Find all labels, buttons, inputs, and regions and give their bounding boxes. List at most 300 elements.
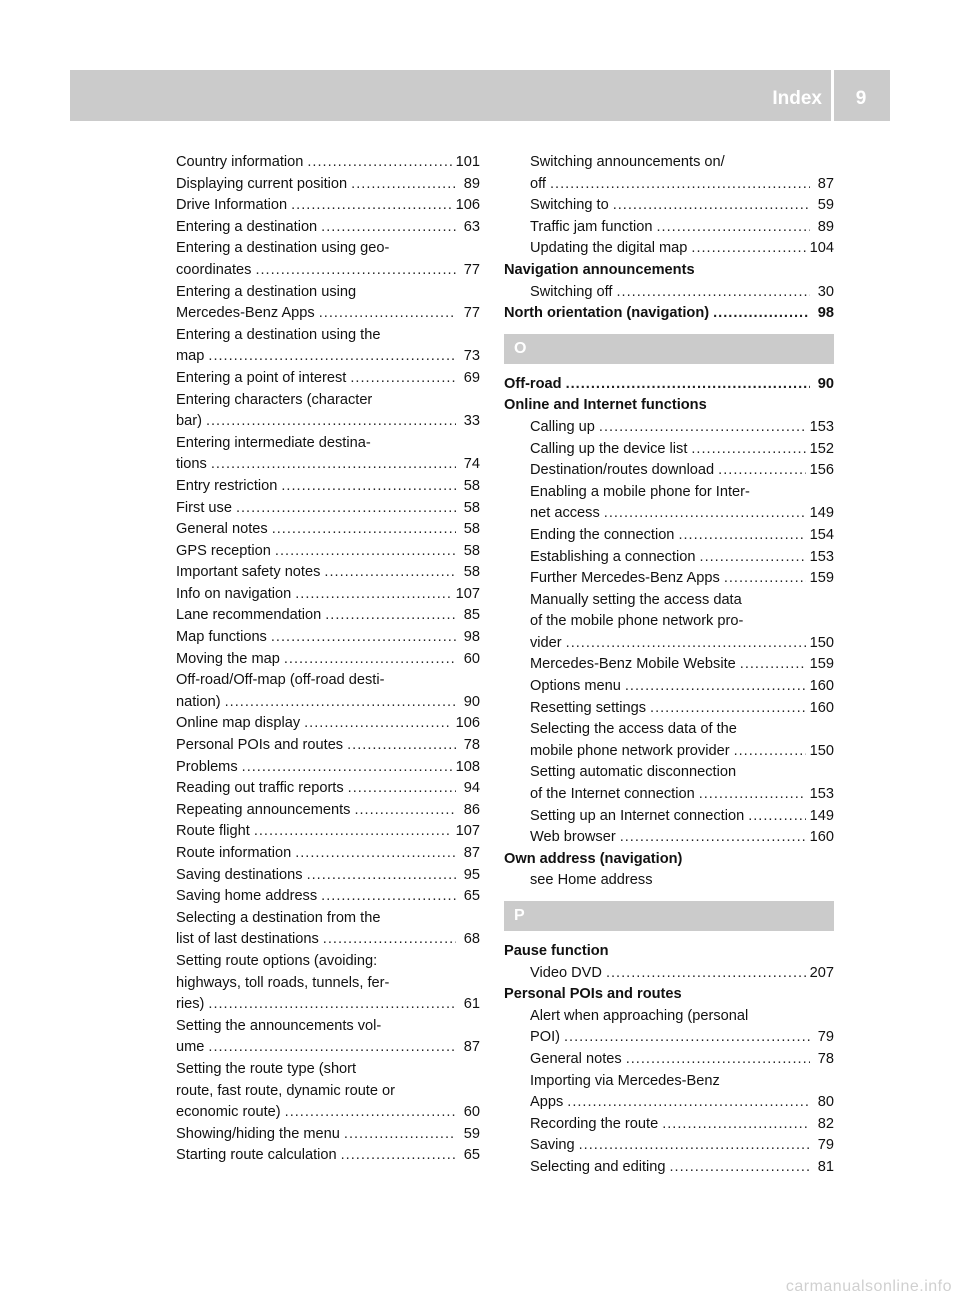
index-entry — [176, 584, 480, 606]
entry-text: Switching to — [530, 197, 609, 214]
dot-leader — [606, 963, 806, 985]
entry-text: Importing via Mercedes-Benz — [530, 1072, 720, 1089]
entry-text: Setting the announcements vol- — [176, 1017, 382, 1034]
entry-text: vider — [530, 634, 562, 651]
index-entry — [176, 498, 480, 520]
index-entry — [176, 670, 480, 692]
index-entry — [504, 784, 834, 806]
index-entry — [176, 433, 480, 455]
index-entry — [504, 1006, 834, 1028]
entry-page-number[interactable]: 98 — [463, 629, 480, 646]
entry-text: Entering a destination — [176, 218, 318, 235]
index-entry — [176, 541, 480, 563]
entry-page-number[interactable]: 69 — [463, 369, 480, 386]
entry-text: Off-road — [504, 375, 562, 392]
entry-text: Further Mercedes-Benz Apps — [530, 570, 720, 587]
index-entry — [504, 870, 834, 892]
entry-text: Video DVD — [530, 964, 602, 981]
index-entry — [176, 951, 480, 973]
index-entry — [504, 174, 834, 196]
entry-text: Reading out traffic reports — [176, 780, 344, 797]
index-entry — [176, 994, 480, 1016]
entry-text: Problems — [176, 758, 238, 775]
index-entry — [176, 1102, 480, 1124]
dot-leader — [211, 454, 456, 476]
entry-text: POI) — [530, 1029, 560, 1046]
index-column-left — [176, 152, 480, 1167]
index-entry — [504, 460, 834, 482]
index-entry — [504, 260, 834, 282]
index-entry — [176, 1124, 480, 1146]
dot-leader — [321, 886, 456, 908]
entry-text: GPS reception — [176, 542, 271, 559]
entry-page-number[interactable]: 77 — [463, 261, 480, 278]
dot-leader — [347, 735, 456, 757]
entry-text: of the Internet connection — [530, 786, 695, 803]
entry-page-number[interactable]: 80 — [817, 1094, 834, 1111]
entry-page-number[interactable]: 106 — [455, 197, 480, 214]
index-entry — [504, 152, 834, 174]
index-entry — [176, 411, 480, 433]
entry-page-number[interactable]: 98 — [817, 305, 834, 322]
entry-page-number[interactable]: 95 — [463, 866, 480, 883]
dot-leader — [579, 1135, 810, 1157]
index-entry — [176, 929, 480, 951]
entry-page-number[interactable]: 94 — [463, 780, 480, 797]
entry-text: Info on navigation — [176, 585, 292, 602]
entry-text: Navigation announcements — [504, 261, 695, 278]
index-entry — [504, 195, 834, 217]
dot-leader — [613, 195, 810, 217]
entry-page-number[interactable]: 79 — [817, 1029, 834, 1046]
entry-text: Drive Information — [176, 197, 288, 214]
entry-text: highways, toll roads, tunnels, fer- — [176, 974, 390, 991]
entry-text: Alert when approaching (personal — [530, 1007, 749, 1024]
dot-leader — [321, 217, 456, 239]
entry-text: Entering a point of interest — [176, 369, 347, 386]
dot-leader — [351, 174, 456, 196]
entry-page-number[interactable]: 65 — [463, 888, 480, 905]
dot-leader — [567, 1092, 810, 1114]
index-entry — [504, 633, 834, 655]
entry-page-number[interactable]: 108 — [455, 758, 480, 775]
entry-page-number[interactable]: 79 — [817, 1137, 834, 1154]
index-entry — [504, 827, 834, 849]
entry-text: General notes — [176, 521, 268, 538]
entry-text: Ending the connection — [530, 526, 675, 543]
entry-text: Enabling a mobile phone for Inter- — [530, 483, 750, 500]
entry-page-number[interactable]: 74 — [463, 456, 480, 473]
dot-leader — [678, 525, 805, 547]
entry-text: Entry restriction — [176, 477, 278, 494]
dot-leader — [325, 605, 456, 627]
index-entry — [504, 503, 834, 525]
dot-leader — [564, 1027, 810, 1049]
dot-leader — [626, 1049, 810, 1071]
entry-text: Entering a destination using — [176, 283, 357, 300]
entry-page-number[interactable]: 89 — [817, 218, 834, 235]
entry-text: Entering characters (character — [176, 391, 373, 408]
entry-text: Pause function — [504, 943, 609, 959]
entry-page-number[interactable]: 82 — [817, 1115, 834, 1132]
dot-leader — [208, 346, 456, 368]
entry-page-number[interactable]: 59 — [817, 197, 834, 214]
dot-leader — [206, 411, 456, 433]
dot-leader — [304, 713, 452, 735]
entry-text: Own address (navigation) — [504, 850, 683, 867]
dot-leader — [670, 1157, 811, 1179]
dot-leader — [272, 519, 456, 541]
dot-leader — [566, 374, 810, 396]
entry-text: Moving the map — [176, 650, 280, 667]
entry-page-number[interactable]: 78 — [817, 1050, 834, 1067]
entry-page-number[interactable]: 107 — [455, 823, 480, 840]
index-entry — [176, 649, 480, 671]
index-entry — [176, 346, 480, 368]
dot-leader — [748, 806, 805, 828]
entry-text: Personal POIs and routes — [504, 986, 682, 1003]
dot-leader — [319, 303, 456, 325]
entry-text: economic route) — [176, 1104, 281, 1121]
dot-leader — [734, 741, 806, 763]
entry-text: ume — [176, 1039, 205, 1056]
dot-leader — [341, 1145, 456, 1167]
entry-page-number[interactable]: 65 — [463, 1147, 480, 1164]
index-entry — [504, 282, 834, 304]
entry-page-number[interactable]: 68 — [463, 931, 480, 948]
index-entry — [504, 676, 834, 698]
entry-text: Online map display — [176, 715, 301, 732]
dot-leader — [255, 260, 456, 282]
dot-leader — [566, 633, 806, 655]
entry-text: Country information — [176, 154, 304, 170]
index-entry — [504, 1049, 834, 1071]
index-entry — [504, 806, 834, 828]
dot-leader — [625, 676, 806, 698]
dot-leader — [724, 568, 806, 590]
dot-leader — [307, 152, 451, 174]
index-entry — [176, 821, 480, 843]
dot-leader — [348, 778, 456, 800]
entry-page-number[interactable]: 160 — [809, 678, 834, 695]
dot-leader — [208, 994, 456, 1016]
index-entry — [176, 886, 480, 908]
entry-text: coordinates — [176, 261, 252, 278]
index-entry — [504, 654, 834, 676]
entry-text: Online and Internet functions — [504, 397, 707, 414]
index-entry — [176, 865, 480, 887]
dot-leader — [281, 476, 456, 498]
entry-page-number[interactable]: 59 — [463, 1125, 480, 1142]
entry-page-number[interactable]: 58 — [463, 499, 480, 516]
entry-page-number[interactable]: 77 — [463, 305, 480, 322]
entry-page-number[interactable]: 73 — [463, 348, 480, 365]
page-title: Index — [772, 88, 822, 109]
entry-page-number[interactable]: 87 — [817, 175, 834, 192]
entry-text: Traffic jam function — [530, 218, 653, 235]
entry-text: Updating the digital map — [530, 240, 688, 257]
index-entry — [504, 611, 834, 633]
entry-text: nation) — [176, 693, 221, 710]
dot-leader — [550, 174, 810, 196]
entry-text: tions — [176, 456, 207, 473]
index-entry — [176, 973, 480, 995]
index-entry — [176, 1016, 480, 1038]
dot-leader — [307, 865, 456, 887]
entry-page-number[interactable]: 58 — [463, 477, 480, 494]
entry-text: Mercedes-Benz Apps — [176, 305, 315, 322]
index-entry — [176, 605, 480, 627]
entry-page-number[interactable]: 90 — [817, 375, 834, 392]
entry-text: Mercedes-Benz Mobile Website — [530, 656, 736, 673]
entry-text: General notes — [530, 1050, 622, 1067]
index-entry — [504, 1157, 834, 1179]
entry-text: Destination/routes download — [530, 462, 715, 479]
index-entry — [504, 1071, 834, 1093]
entry-text: map — [176, 348, 205, 365]
index-entry — [504, 439, 834, 461]
index-entry — [176, 713, 480, 735]
entry-text: Setting up an Internet connection — [530, 807, 745, 824]
index-entry — [504, 482, 834, 504]
entry-text: see Home address — [530, 872, 653, 889]
dot-leader — [599, 417, 806, 439]
entry-text: bar) — [176, 413, 202, 430]
entry-page-number[interactable]: 160 — [809, 699, 834, 716]
entry-page-number[interactable]: 160 — [809, 829, 834, 846]
index-entry — [176, 627, 480, 649]
index-entry — [176, 519, 480, 541]
entry-text: Saving home address — [176, 888, 318, 905]
entry-text: Calling up — [530, 418, 595, 435]
dot-leader — [275, 541, 456, 563]
entry-page-number[interactable]: 61 — [463, 996, 480, 1013]
index-column-right — [504, 152, 834, 1179]
dot-leader — [604, 503, 806, 525]
entry-text: Entering a destination using the — [176, 326, 381, 343]
entry-text: Calling up the device list — [530, 440, 688, 457]
entry-page-number[interactable]: 153 — [809, 418, 834, 435]
entry-page-number[interactable]: 86 — [463, 801, 480, 818]
entry-text: Apps — [530, 1094, 564, 1111]
dot-leader — [700, 547, 806, 569]
index-entry — [176, 454, 480, 476]
index-entry — [176, 800, 480, 822]
index-entry — [176, 843, 480, 865]
index-entry — [176, 174, 480, 196]
entry-text: Saving — [530, 1137, 575, 1154]
index-entry — [176, 476, 480, 498]
entry-text: Lane recommendation — [176, 607, 322, 624]
entry-text: off — [530, 175, 546, 192]
entry-page-number[interactable]: 150 — [809, 634, 834, 651]
dot-leader — [324, 562, 456, 584]
entry-page-number[interactable]: 149 — [809, 807, 834, 824]
entry-page-number[interactable]: 60 — [463, 1104, 480, 1121]
entry-text: Setting the route type (short — [176, 1060, 357, 1077]
index-entry — [176, 303, 480, 325]
entry-text: Options menu — [530, 678, 621, 695]
entry-text: Entering intermediate destina- — [176, 434, 371, 451]
entry-page-number[interactable]: 152 — [809, 440, 834, 457]
index-entry — [504, 719, 834, 741]
index-entry — [176, 1145, 480, 1167]
index-entry — [504, 590, 834, 612]
section-letter-heading: O — [504, 334, 834, 364]
index-entry — [504, 1135, 834, 1157]
index-entry — [176, 1081, 480, 1103]
entry-text: Map functions — [176, 629, 267, 646]
entry-page-number[interactable]: 156 — [809, 462, 834, 479]
entry-page-number[interactable]: 153 — [809, 786, 834, 803]
entry-page-number[interactable]: 33 — [463, 413, 480, 430]
dot-leader — [354, 800, 456, 822]
entry-page-number[interactable]: 153 — [809, 548, 834, 565]
entry-text: ries) — [176, 996, 205, 1013]
entry-text: Entering a destination using geo- — [176, 240, 390, 257]
entry-text: Showing/hiding the menu — [176, 1125, 340, 1142]
index-entry — [504, 568, 834, 590]
dot-leader — [713, 303, 810, 325]
entry-text: Setting route options (avoiding: — [176, 952, 378, 969]
entry-page-number[interactable]: 60 — [463, 650, 480, 667]
entry-text: Route information — [176, 845, 292, 861]
index-entry — [504, 849, 834, 871]
dot-leader — [691, 238, 805, 260]
entry-text: Establishing a connection — [530, 548, 696, 565]
index-entry — [176, 692, 480, 714]
dot-leader — [662, 1114, 810, 1136]
index-entry — [504, 1114, 834, 1136]
dot-leader — [344, 1124, 456, 1146]
dot-leader — [284, 649, 456, 671]
index-entry — [176, 152, 480, 174]
index-entry — [504, 984, 834, 1006]
entry-text: Important safety notes — [176, 564, 321, 581]
entry-page-number[interactable]: 87 — [463, 845, 480, 861]
dot-leader — [616, 282, 810, 304]
index-entry — [176, 1037, 480, 1059]
index-entry — [504, 741, 834, 763]
index-entry — [504, 374, 834, 396]
dot-leader — [236, 498, 456, 520]
dot-leader — [718, 460, 805, 482]
entry-page-number[interactable]: 58 — [463, 564, 480, 581]
entry-page-number[interactable]: 150 — [809, 742, 834, 759]
entry-page-number[interactable]: 78 — [463, 737, 480, 754]
entry-text: list of last destinations — [176, 931, 319, 948]
entry-text: Switching off — [530, 283, 613, 300]
entry-text: Selecting a destination from the — [176, 909, 381, 926]
entry-text: Recording the route — [530, 1115, 659, 1132]
index-entry — [176, 778, 480, 800]
entry-page-number[interactable]: 58 — [463, 521, 480, 538]
index-entry — [176, 908, 480, 930]
index-entry — [176, 562, 480, 584]
entry-text: Selecting the access data of the — [530, 721, 737, 738]
section-letter-heading: P — [504, 901, 834, 931]
page-number: 9 — [855, 88, 867, 109]
index-entry — [176, 1059, 480, 1081]
entry-text: North orientation (navigation) — [504, 305, 710, 322]
entry-page-number[interactable]: 63 — [463, 218, 480, 235]
dot-leader — [323, 929, 456, 951]
index-entry — [176, 195, 480, 217]
index-entry — [504, 238, 834, 260]
entry-page-number[interactable]: 159 — [809, 570, 834, 587]
index-entry — [504, 698, 834, 720]
dot-leader — [208, 1037, 456, 1059]
index-entry — [504, 1027, 834, 1049]
index-entry — [176, 735, 480, 757]
entry-page-number[interactable]: 106 — [455, 715, 480, 732]
entry-page-number[interactable]: 87 — [463, 1039, 480, 1056]
header-divider — [831, 70, 834, 121]
dot-leader — [620, 827, 806, 849]
watermark: carmanualsonline.info — [785, 1278, 952, 1295]
index-entry — [504, 303, 834, 325]
dot-leader — [285, 1102, 456, 1124]
entry-page-number[interactable]: 101 — [455, 154, 480, 170]
dot-leader — [656, 217, 810, 239]
index-entry — [176, 282, 480, 304]
entry-text: Manually setting the access data — [530, 591, 742, 608]
entry-text: Route flight — [176, 823, 250, 840]
entry-page-number[interactable]: 85 — [463, 607, 480, 624]
index-entry — [504, 395, 834, 417]
index-entry — [504, 217, 834, 239]
index-entry — [504, 963, 834, 985]
entry-text: Personal POIs and routes — [176, 737, 344, 754]
dot-leader — [740, 654, 806, 676]
entry-page-number[interactable]: 104 — [809, 240, 834, 257]
index-entry — [504, 1092, 834, 1114]
index-entry — [176, 757, 480, 779]
entry-text: Displaying current position — [176, 175, 348, 192]
index-entry — [176, 238, 480, 260]
entry-page-number[interactable]: 30 — [817, 283, 834, 300]
entry-page-number[interactable]: 149 — [809, 505, 834, 522]
entry-text: Resetting settings — [530, 699, 647, 716]
dot-leader — [242, 757, 452, 779]
entry-text: mobile phone network provider — [530, 742, 730, 759]
entry-page-number[interactable]: 90 — [463, 693, 480, 710]
index-entry — [504, 417, 834, 439]
index-entry — [504, 547, 834, 569]
entry-page-number[interactable]: 159 — [809, 656, 834, 673]
entry-page-number[interactable]: 58 — [463, 542, 480, 559]
index-entry — [504, 525, 834, 547]
index-entry — [504, 762, 834, 784]
entry-page-number[interactable]: 207 — [809, 964, 834, 981]
entry-page-number[interactable]: 107 — [455, 585, 480, 602]
dot-leader — [254, 821, 452, 843]
entry-text: First use — [176, 499, 232, 516]
entry-page-number[interactable]: 154 — [809, 526, 834, 543]
index-entry — [176, 260, 480, 282]
entry-text: net access — [530, 505, 600, 522]
entry-text: Setting automatic disconnection — [530, 764, 737, 781]
index-entry — [176, 217, 480, 239]
entry-text: of the mobile phone network pro- — [530, 613, 744, 630]
dot-leader — [691, 439, 805, 461]
entry-text: route, fast route, dynamic route or — [176, 1082, 396, 1099]
index-entry — [504, 941, 834, 963]
dot-leader — [291, 195, 452, 217]
entry-page-number[interactable]: 89 — [463, 175, 480, 192]
entry-text: Off-road/Off-map (off-road desti- — [176, 672, 385, 689]
entry-page-number[interactable]: 81 — [817, 1158, 834, 1175]
